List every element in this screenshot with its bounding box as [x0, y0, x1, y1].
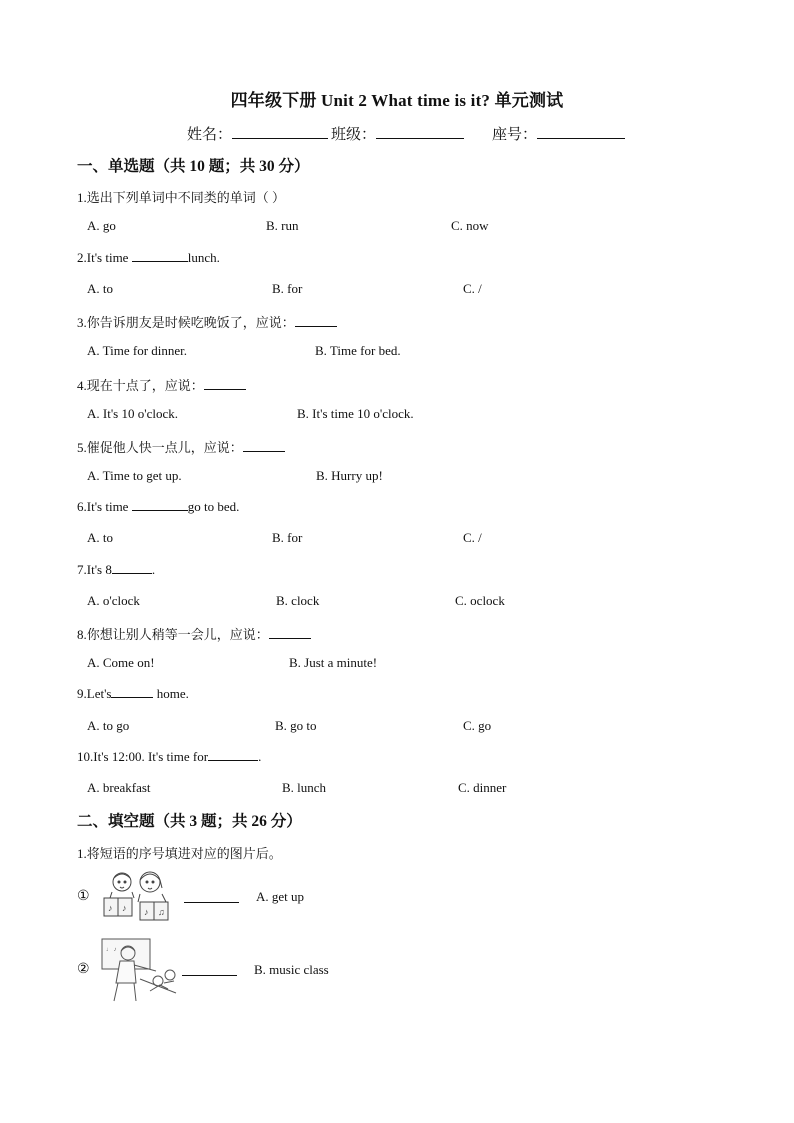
q4-option-b[interactable]: B. It's time 10 o'clock.: [297, 406, 414, 421]
item2-option: B. music class: [254, 962, 329, 977]
q3-option-b[interactable]: B. Time for bed.: [315, 343, 401, 358]
class-blank[interactable]: [376, 124, 464, 139]
q9-blank[interactable]: [111, 686, 153, 698]
q7-option-a[interactable]: A. o'clock: [87, 593, 140, 608]
q5-blank[interactable]: [243, 440, 285, 452]
q6-blank[interactable]: [132, 499, 188, 511]
svg-text:♪: ♪: [122, 903, 127, 913]
q2-blank[interactable]: [132, 250, 188, 262]
item2-marker: ②: [77, 962, 90, 977]
q3-option-a[interactable]: A. Time for dinner.: [87, 343, 188, 358]
q9-option-a[interactable]: A. to go: [87, 718, 130, 733]
question-7: 7.It's 8 .: [77, 562, 156, 577]
name-label: 姓名：: [187, 127, 233, 143]
q2-option-c[interactable]: C. /: [463, 281, 482, 296]
seat-label: 座号：: [492, 127, 538, 143]
item1-option: A. get up: [256, 889, 305, 904]
section2-heading: 二、填空题（共 3 题；共 26 分）: [77, 813, 302, 830]
children-singing-picture: [100, 868, 174, 924]
item1-marker: ①: [77, 889, 90, 904]
q5-option-a[interactable]: A. Time to get up.: [87, 468, 182, 483]
q10-option-c[interactable]: C. dinner: [458, 780, 507, 795]
item2-blank[interactable]: [182, 964, 237, 976]
section1-heading: 一、单选题（共 10 题；共 30 分）: [77, 158, 310, 175]
seat-field: [492, 123, 625, 144]
teacher-classroom-picture: [100, 937, 180, 1003]
svg-text:♪: ♪: [108, 903, 113, 913]
q7-blank[interactable]: [112, 562, 152, 574]
q8-option-b[interactable]: B. Just a minute!: [289, 655, 378, 670]
q7-option-c[interactable]: C. oclock: [455, 593, 505, 608]
svg-text:♪: ♪: [144, 907, 149, 917]
svg-text:♩ ♪: ♩ ♪: [106, 947, 117, 953]
q2-option-a[interactable]: A. to: [87, 281, 113, 296]
seat-blank[interactable]: [537, 124, 625, 139]
q3-blank[interactable]: [295, 315, 337, 327]
item1-blank[interactable]: [184, 891, 239, 903]
q1-option-a[interactable]: A. go: [87, 218, 116, 233]
q1-option-c[interactable]: C. now: [451, 218, 489, 233]
q9-option-c[interactable]: C. go: [463, 718, 492, 733]
question-9: 9.Let's home.: [77, 686, 189, 701]
question-2: 2.It's time lunch.: [77, 250, 220, 265]
q5-option-b[interactable]: B. Hurry up!: [316, 468, 383, 483]
q4-option-a[interactable]: A. It's 10 o'clock.: [87, 406, 178, 421]
question-8: 8.你想让别人稍等一会儿，应说：: [77, 624, 311, 643]
question-1: 1.选出下列单词中不同类的单词（ ）: [77, 190, 286, 205]
class-label: 班级：: [331, 127, 377, 143]
svg-text:♫: ♫: [158, 907, 165, 917]
name-blank[interactable]: [232, 124, 328, 139]
name-field: [187, 123, 328, 144]
q6-option-a[interactable]: A. to: [87, 530, 113, 545]
page-title: 四年级下册 Unit 2 What time is it? 单元测试: [230, 91, 564, 110]
q10-option-a[interactable]: A. breakfast: [87, 780, 151, 795]
q7-option-b[interactable]: B. clock: [276, 593, 320, 608]
section2-question-1: 1.将短语的序号填进对应的图片后。: [77, 846, 282, 861]
q8-blank[interactable]: [269, 627, 311, 639]
class-field: [331, 123, 464, 144]
q2-option-b[interactable]: B. for: [272, 281, 303, 296]
q6-option-b[interactable]: B. for: [272, 530, 303, 545]
q9-option-b[interactable]: B. go to: [275, 718, 317, 733]
q10-option-b[interactable]: B. lunch: [282, 780, 327, 795]
question-6: 6.It's time go to bed.: [77, 499, 240, 514]
q6-option-c[interactable]: C. /: [463, 530, 482, 545]
question-3: 3.你告诉朋友是时候吃晚饭了，应说：: [77, 312, 337, 331]
q1-option-b[interactable]: B. run: [266, 218, 299, 233]
q8-option-a[interactable]: A. Come on!: [87, 655, 155, 670]
q4-blank[interactable]: [204, 378, 246, 390]
question-4: 4.现在十点了，应说：: [77, 375, 246, 394]
question-5: 5.催促他人快一点儿，应说：: [77, 437, 285, 456]
q10-blank[interactable]: [208, 749, 258, 761]
question-10: 10.It's 12:00. It's time for .: [77, 749, 262, 764]
